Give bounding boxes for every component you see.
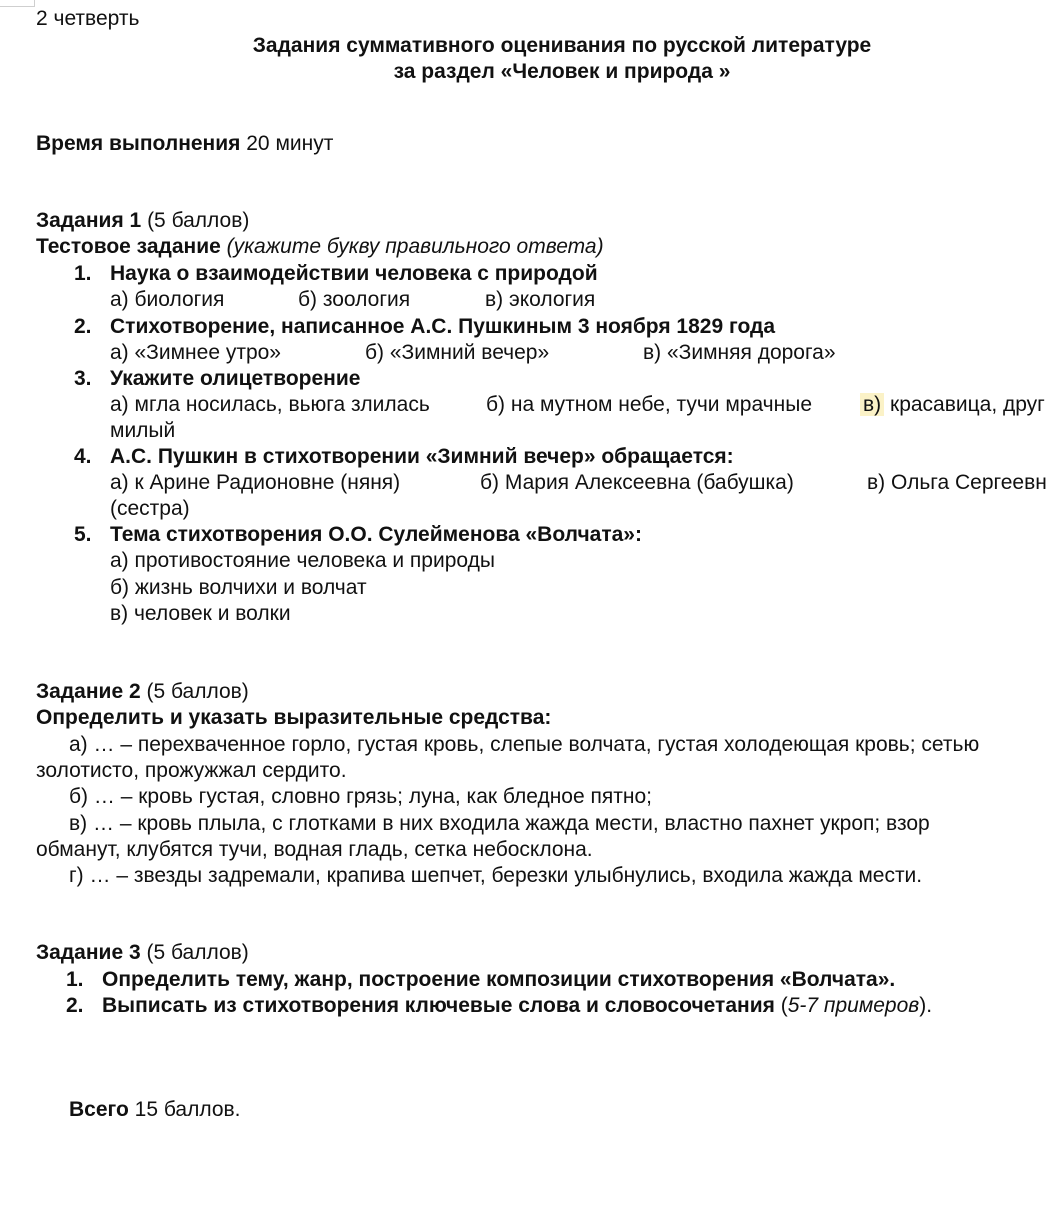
page-corner-mark — [0, 0, 35, 7]
page-title-line2: за раздел «Человек и природа » — [393, 60, 731, 83]
task3-item — [102, 993, 932, 1019]
answer-option: а) к Арине Радионовне (няня) — [110, 471, 401, 494]
task2-points: (5 баллов) — [146, 680, 249, 703]
question-number: 4. — [74, 445, 92, 468]
answer-option: в) человек и волки — [110, 602, 291, 625]
task2-line: а) … – перехваченное горло, густая кровь, слепые волчата, густая холодеющая кровь; сетью — [69, 733, 980, 756]
task3-item: Определить тему, жанр, построение композиции стихотворения «Волчата». — [102, 968, 896, 991]
time-label: Время выполнения — [36, 132, 241, 155]
answer-option-continuation: (сестра) — [110, 497, 190, 520]
total-line — [69, 1097, 241, 1123]
task1-subheading — [36, 234, 604, 260]
paren: ( — [780, 994, 788, 1017]
answer-option: а) противостояние человека и природы — [110, 549, 495, 572]
question-number: 1. — [74, 262, 92, 285]
question-text: Стихотворение, написанное А.С. Пушкиным 3 ноября 1829 года — [110, 315, 776, 338]
task1-points: (5 баллов) — [147, 209, 250, 232]
answer-option: б) «Зимний вечер» — [365, 341, 550, 364]
task2-line: золотисто, прожужжал сердито. — [36, 759, 347, 782]
task2-line: обманут, клубятся тучи, водная гладь, сетка небосклона. — [36, 838, 593, 861]
question-number: 2. — [74, 315, 92, 338]
task2-subheading: Определить и указать выразительные средства: — [36, 706, 552, 729]
task3-item-text: Выписать из стихотворения ключевые слова и словосочетания — [102, 994, 775, 1017]
task3-item-note: 5-7 примеров — [787, 994, 920, 1017]
answer-option-highlighted — [863, 392, 1045, 418]
answer-option: а) биология — [110, 288, 225, 311]
total-value: 15 баллов. — [134, 1098, 241, 1121]
highlighted-letter: в) — [860, 393, 884, 416]
question-number: 5. — [74, 523, 92, 546]
answer-option: в) «Зимняя дорога» — [643, 341, 836, 364]
answer-option-text: красавица, друг — [890, 393, 1045, 416]
task3-item-number: 2. — [66, 994, 84, 1017]
task2-heading — [36, 679, 249, 705]
question-text: Тема стихотворения О.О. Сулейменова «Волчата»: — [110, 523, 642, 546]
answer-option-continuation: милый — [110, 419, 176, 442]
task3-item-number: 1. — [66, 968, 84, 991]
answer-option: б) Мария Алексеевна (бабушка) — [480, 471, 794, 494]
page-title-line1: Задания суммативного оценивания по русской литературе — [252, 34, 872, 57]
answer-option: б) зоология — [298, 288, 411, 311]
task3-heading — [36, 940, 249, 966]
question-text: Наука о взаимодействии человека с природой — [110, 262, 598, 285]
answer-option: в) Ольга Сергеевн — [867, 471, 1047, 494]
task3-title: Задание 3 — [36, 941, 141, 964]
task2-line: г) … – звезды задремали, крапива шепчет, березки улыбнулись, входила жажда мести. — [69, 864, 923, 887]
paren: ). — [919, 994, 933, 1017]
task2-line: в) … – кровь плыла, с глотками в них входила жажда мести, властно пахнет укроп; взор — [69, 812, 930, 835]
task1-subtitle: Тестовое задание — [36, 235, 221, 258]
total-label: Всего — [69, 1098, 129, 1121]
answer-option: в) экология — [485, 288, 596, 311]
question-number: 3. — [74, 367, 92, 390]
time-line — [36, 131, 333, 157]
answer-option: б) на мутном небе, тучи мрачные — [486, 393, 812, 416]
answer-option: а) мгла носилась, вьюга злилась — [110, 393, 430, 416]
task1-heading — [36, 208, 249, 234]
task2-title: Задание 2 — [36, 680, 141, 703]
task3-points: (5 баллов) — [146, 941, 249, 964]
task1-title: Задания 1 — [36, 209, 142, 232]
time-value: 20 минут — [246, 132, 334, 155]
answer-option: а) «Зимнее утро» — [110, 341, 281, 364]
question-text: Укажите олицетворение — [110, 367, 361, 390]
task1-instruction: (укажите букву правильного ответа) — [226, 235, 604, 258]
question-text: А.С. Пушкин в стихотворении «Зимний вечер» обращается: — [110, 445, 734, 468]
quarter-label: 2 четверть — [36, 7, 140, 30]
task2-line: б) … – кровь густая, словно грязь; луна, как бледное пятно; — [69, 785, 652, 808]
answer-option: б) жизнь волчихи и волчат — [110, 576, 367, 599]
